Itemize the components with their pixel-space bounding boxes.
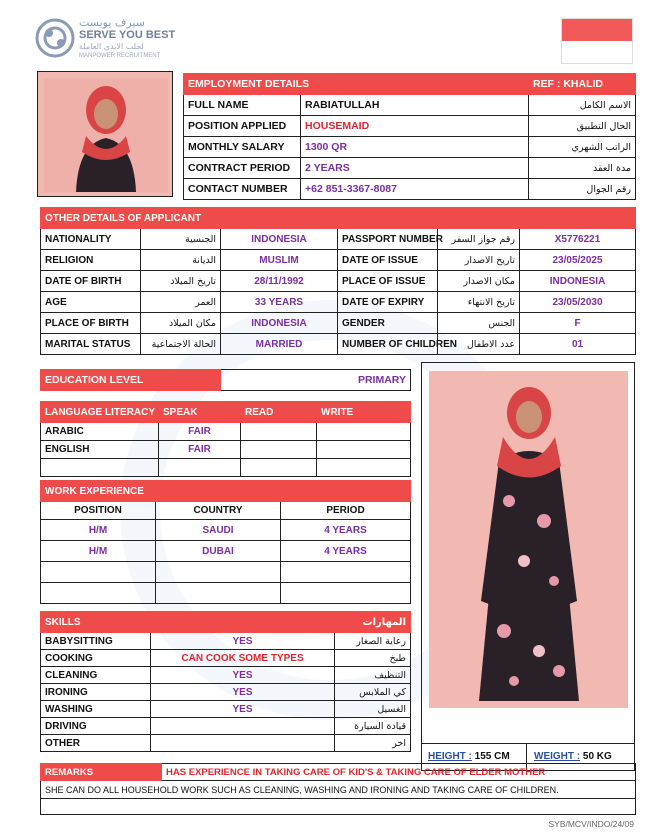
skill-value: YES [151,667,335,684]
skills-title: SKILLS [41,612,335,633]
weight-label: WEIGHT : [534,751,581,762]
salary-value: 1300 QR [301,137,529,158]
row-label: AGE [41,292,141,313]
position-value: HOUSEMAID [301,116,529,137]
language-row [41,441,411,459]
work-row [41,520,411,541]
row-label-ar: الراتب الشهري [529,137,636,158]
other-row [41,334,636,355]
work-position [41,583,156,604]
write-value [317,423,411,441]
write-value [317,459,411,477]
speak-value: FAIR [159,423,241,441]
row-label-ar: الجنسية [141,229,221,250]
skill-row [41,718,411,735]
height-label: HEIGHT : [428,751,472,762]
work-position: H/M [41,520,156,541]
employment-row [184,158,636,179]
skill-value: YES [151,633,335,650]
language-row [41,423,411,441]
employment-row [184,179,636,200]
place-of-issue-value: INDONESIA [520,271,636,292]
row-label: DATE OF BIRTH [41,271,141,292]
religion-value: MUSLIM [221,250,338,271]
contact-value: +62 851-3367-8087 [301,179,529,200]
work-country [156,583,281,604]
row-label: CONTACT NUMBER [184,179,301,200]
gender-value: F [520,313,636,334]
skill-value [151,735,335,752]
row-label-ar: الحال التطبيق [529,116,636,137]
work-header: PERIOD [281,502,411,520]
write-value [317,441,411,459]
other-details-title: OTHER DETAILS OF APPLICANT [41,208,338,229]
language-header: LANGUAGE LITERACY [41,402,159,423]
language-header: READ [241,402,317,423]
country-flag [561,18,633,64]
weight [534,751,612,762]
work-title: WORK EXPERIENCE [41,481,281,502]
skill-label: COOKING [41,650,151,667]
full-body-photo-frame [421,362,635,771]
brand-name: SERVE YOU BEST [79,29,176,41]
row-label-ar: تاريخ الاصدار [438,250,520,271]
read-value [241,441,317,459]
work-header: POSITION [41,502,156,520]
row-label-ar: الجنس [438,313,520,334]
skill-row [41,650,411,667]
dob-value: 28/11/1992 [221,271,338,292]
other-row [41,313,636,334]
skill-row [41,684,411,701]
language-table [40,401,411,477]
education-value: PRIMARY [221,370,411,391]
work-row [41,583,411,604]
row-label: FULL NAME [184,95,301,116]
skill-label-ar: اخر [335,735,411,752]
row-label: CONTRACT PERIOD [184,158,301,179]
work-row [41,562,411,583]
work-period [281,562,411,583]
skill-label-ar: رعاية الصغار [335,633,411,650]
language-name [41,459,159,477]
skill-value: YES [151,684,335,701]
ref-code: REF : KHALID [529,74,636,95]
row-label-ar: رقم جواز السفر [438,229,520,250]
height [428,751,510,762]
nationality-value: INDONESIA [221,229,338,250]
row-label-ar: الحالة الاجتماعية [141,334,221,355]
row-label-ar: مدة العقد [529,158,636,179]
skill-row [41,701,411,718]
skill-label: WASHING [41,701,151,718]
language-row [41,459,411,477]
document-code: SYB/MCV/INDO/24/09 [548,819,634,829]
row-label: RELIGION [41,250,141,271]
speak-value: FAIR [159,441,241,459]
brand-tagline: MANPOWER RECRUITMENT [79,53,161,59]
remarks-label: REMARKS [41,764,162,781]
remarks-text: SHE CAN DO ALL HOUSEHOLD WORK SUCH AS CLEANING, WASHING AND IRONING AND TAKING CARE OF CHILDREN. [41,781,636,799]
skill-row [41,633,411,650]
applicant-portrait [37,71,173,197]
skill-label-ar: قيادة السيارة [335,718,411,735]
row-label: PLACE OF ISSUE [338,271,438,292]
skill-label-ar: طبخ [335,650,411,667]
row-label: NUMBER OF CHILDREN [338,334,438,355]
row-label: DATE OF EXPIRY [338,292,438,313]
skill-label-ar: الغسيل [335,701,411,718]
row-label-ar: مكان الميلاد [141,313,221,334]
work-row [41,541,411,562]
skills-title-ar: المهارات [335,612,411,633]
row-label: GENDER [338,313,438,334]
education-table [40,369,411,391]
work-position [41,562,156,583]
row-label-ar: مكان الاصدار [438,271,520,292]
row-label: DATE OF ISSUE [338,250,438,271]
row-label: PLACE OF BIRTH [41,313,141,334]
contract-value: 2 YEARS [301,158,529,179]
work-country: DUBAI [156,541,281,562]
skills-table [40,611,411,752]
row-label: PASSPORT NUMBER [338,229,438,250]
brand-arabic: سيرف يوبست [79,16,145,29]
work-period: 4 YEARS [281,520,411,541]
row-label: POSITION APPLIED [184,116,301,137]
employment-row [184,137,636,158]
skill-label-ar: كي الملابس [335,684,411,701]
place-of-birth-value: INDONESIA [221,313,338,334]
language-name: ARABIC [41,423,159,441]
row-label: MARITAL STATUS [41,334,141,355]
skill-value: CAN COOK SOME TYPES [151,650,335,667]
skill-row [41,667,411,684]
row-label-ar: الاسم الكامل [529,95,636,116]
row-label-ar: العمر [141,292,221,313]
work-country [156,562,281,583]
read-value [241,459,317,477]
brand-logo [35,16,195,62]
work-header: COUNTRY [156,502,281,520]
employment-details-table [183,73,636,200]
marital-value: MARRIED [221,334,338,355]
skill-label: DRIVING [41,718,151,735]
read-value [241,423,317,441]
skill-label: BABYSITTING [41,633,151,650]
row-label-ar: رقم الجوال [529,179,636,200]
skill-row [41,735,411,752]
applicant-full-photo [429,371,628,708]
work-period: 4 YEARS [281,541,411,562]
work-country: SAUDI [156,520,281,541]
brand-tagline-ar: لجلب الايدي العاملة [79,42,144,51]
language-name: ENGLISH [41,441,159,459]
height-value: 155 CM [474,751,510,762]
issue-date-value: 23/05/2025 [520,250,636,271]
employment-row [184,116,636,137]
weight-value: 50 KG [582,751,612,762]
other-row [41,271,636,292]
employment-row [184,95,636,116]
education-label: EDUCATION LEVEL [41,370,221,391]
skill-value [151,718,335,735]
other-row [41,250,636,271]
passport-value: X5776221 [520,229,636,250]
remarks-headline: HAS EXPERIENCE IN TAKING CARE OF KID'S & TAKING CARE OF ELDER MOTHER [162,764,636,781]
other-details-table [40,207,636,355]
language-header: WRITE [317,402,411,423]
row-label: NATIONALITY [41,229,141,250]
other-row [41,292,636,313]
skill-label: OTHER [41,735,151,752]
children-value: 01 [520,334,636,355]
row-label: MONTHLY SALARY [184,137,301,158]
work-experience-table [40,480,411,604]
age-value: 33 YEARS [221,292,338,313]
row-label-ar: تاريخ الميلاد [141,271,221,292]
skill-value: YES [151,701,335,718]
work-period [281,583,411,604]
remarks-table [40,763,636,815]
employment-title: EMPLOYMENT DETAILS [184,74,529,95]
language-header: SPEAK [159,402,241,423]
skill-label-ar: التنظيف [335,667,411,684]
row-label-ar: عدد الاطفال [438,334,520,355]
row-label-ar: الديانة [141,250,221,271]
row-label-ar: تاريخ الانتهاء [438,292,520,313]
other-row [41,229,636,250]
expiry-value: 23/05/2030 [520,292,636,313]
full-name-value: RABIATULLAH [301,95,529,116]
globe-icon [35,18,75,58]
work-position: H/M [41,541,156,562]
skill-label: IRONING [41,684,151,701]
speak-value [159,459,241,477]
skill-label: CLEANING [41,667,151,684]
